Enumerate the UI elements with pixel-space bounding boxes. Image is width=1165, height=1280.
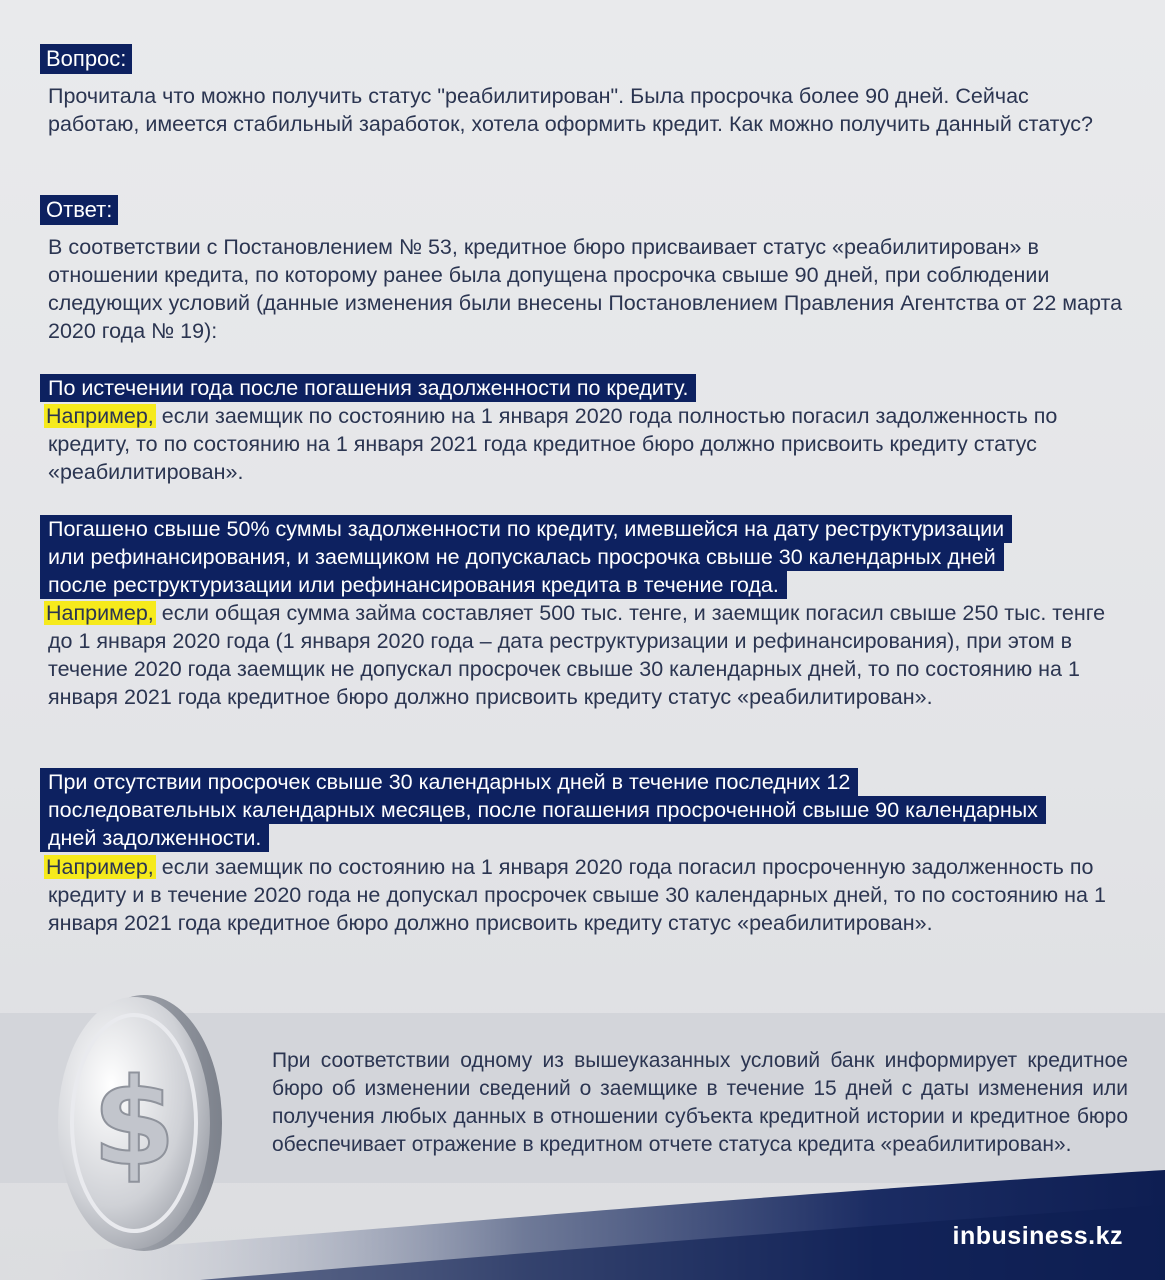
- example-label: Например,: [46, 855, 154, 879]
- example-label: Например,: [46, 404, 154, 428]
- dollar-coin-icon: [52, 992, 222, 1254]
- example-label: Например,: [46, 601, 154, 625]
- example-text: если заемщик по состоянию на 1 января 2020 года полностью погасил задолженность по кредиту, то по состоянию на 1 января 2021 года кредитное бюро должно присвоить кредиту статус «реабилитирован».: [48, 404, 1058, 484]
- condition-3-heading: [40, 768, 1046, 852]
- condition-2-example: [48, 599, 1123, 711]
- condition-3-line: При отсутствии просрочек свыше 30 календарных дней в течение последних 12: [40, 768, 858, 796]
- example-text: если общая сумма займа составляет 500 тыс. тенге, и заемщик погасил свыше 250 тыс. тенге до 1 января 2020 года (1 января 2020 года – дата реструктуризации и рефинансирования), при этом в течение 2020 года заемщик не допускал просрочек свыше 30 календарных дней, то по состоянию на 1 января 2021 года кредитное бюро должно присвоить кредиту статус «реабилитирован».: [48, 601, 1106, 709]
- condition-3-line: последовательных календарных месяцев, после погашения просроченной свыше 90 календарных: [40, 796, 1046, 824]
- condition-3-line: дней задолженности.: [40, 824, 269, 852]
- answer-label: Ответ:: [40, 195, 118, 225]
- question-label: Вопрос:: [40, 44, 132, 74]
- logo-prefix: in: [952, 1222, 976, 1250]
- condition-1-heading: [40, 374, 696, 402]
- brand-logo[interactable]: [953, 1222, 1123, 1251]
- footer-note: При соответствии одному из вышеуказанных условий банк информирует кредитное бюро об изменении сведений о заемщике в течение 15 дней с даты изменения или получения любых данных в отношении субъекта кредитной истории и кредитное бюро обеспечивает отражение в кредитном отчете статуса кредита «реабилитирован».: [272, 1049, 1128, 1156]
- example-text: если заемщик по состоянию на 1 января 2020 года погасил просроченную задолженность по кредиту и в течение 2020 года не допускал просрочек свыше 30 календарных дней, то по состоянию на 1 января 2021 года кредитное бюро должно присвоить кредиту статус «реабилитирован».: [48, 855, 1106, 935]
- condition-2-line: Погашено свыше 50% суммы задолженности по кредиту, имевшейся на дату реструктуризации: [40, 515, 1012, 543]
- condition-2-line: после реструктуризации или рефинансирования кредита в течение года.: [40, 571, 787, 599]
- question-text: Прочитала что можно получить статус "реабилитирован". Была просрочка более 90 дней. Сейчас работаю, имеется стабильный заработок, хотела оформить кредит. Как можно получить данный статус?: [48, 84, 1093, 136]
- condition-1-line: По истечении года после погашения задолженности по кредиту.: [40, 374, 696, 402]
- answer-intro: В соответствии с Постановлением № 53, кредитное бюро присваивает статус «реабилитирован» в отношении кредита, по которому ранее была допущена просрочка свыше 90 дней, при соблюдении следующих условий (данные изменения были внесены Постановлением Правления Агентства от 22 марта 2020 года № 19):: [48, 235, 1123, 343]
- condition-3-example: [48, 853, 1123, 937]
- condition-1-example: [48, 402, 1123, 486]
- logo-name: business.kz: [975, 1222, 1123, 1250]
- condition-2-heading: [40, 515, 1012, 599]
- svg-text:$: $: [92, 1054, 176, 1193]
- condition-2-line: или рефинансирования, и заемщиком не допускалась просрочка свыше 30 календарных дней: [40, 543, 1004, 571]
